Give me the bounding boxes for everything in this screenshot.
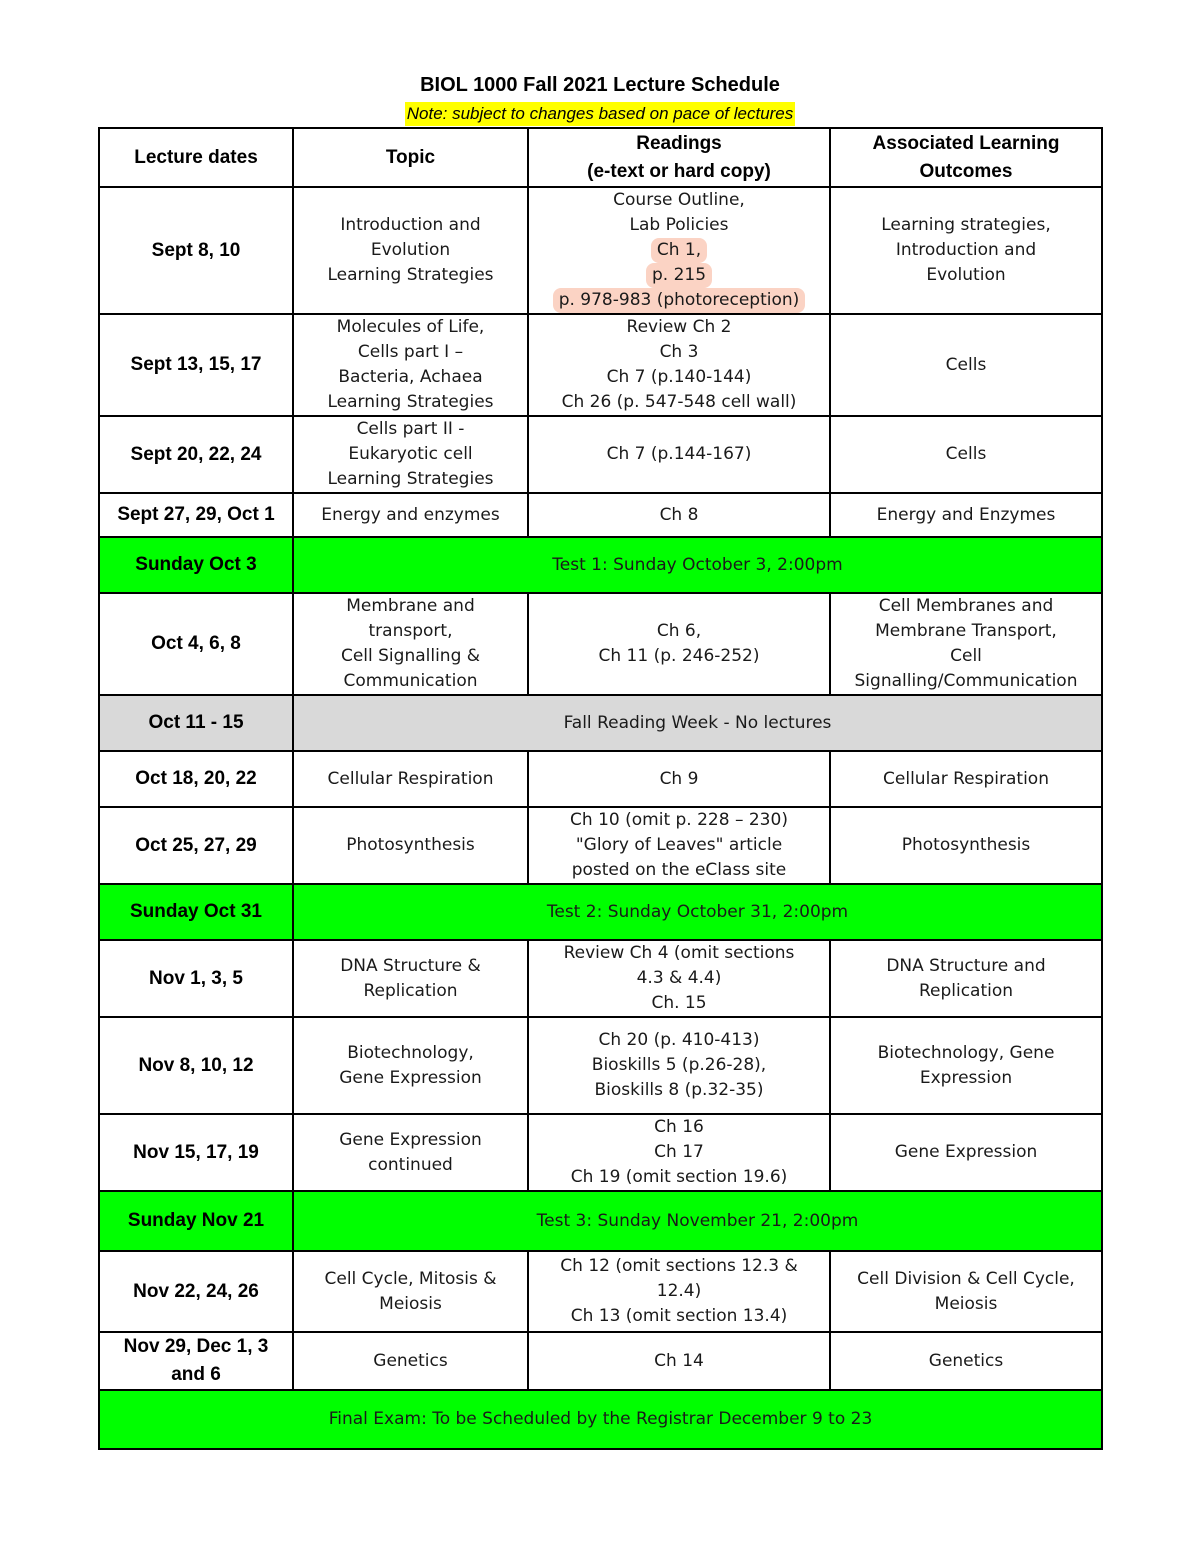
topic-cell-line: Communication <box>343 671 478 691</box>
readings-cell-line: Ch 20 (p. 410-413) <box>598 1030 760 1050</box>
header-outcomes-line: Outcomes <box>919 160 1013 182</box>
readings-cell-line: Ch. 15 <box>651 993 707 1013</box>
topic-cell-line: Photosynthesis <box>346 835 475 855</box>
schedule-row <box>99 751 1102 807</box>
header-topic: Topic <box>293 128 528 187</box>
topic-cell-line: Cell Cycle, Mitosis & <box>324 1268 497 1289</box>
lecture-dates-cell <box>99 1114 293 1191</box>
lecture-dates-cell-line: Sunday Oct 31 <box>130 901 262 922</box>
readings-cell-line <box>533 238 825 263</box>
topic-cell-line: Learning Strategies <box>327 392 494 412</box>
outcomes-cell <box>830 751 1102 807</box>
schedule-row <box>99 1114 1102 1191</box>
outcomes-cell-line: Cells <box>945 444 987 464</box>
outcomes-cell-line: Cellular Respiration <box>883 768 1049 789</box>
lecture-dates-cell <box>99 416 293 493</box>
outcomes-cell-line: Cells <box>945 354 987 375</box>
outcomes-cell-line: Cell Division & Cell Cycle, <box>857 1268 1075 1289</box>
schedule-table <box>98 127 1103 1450</box>
schedule-note: Note: subject to changes based on pace of lectures <box>405 102 796 126</box>
outcomes-cell-line: Replication <box>918 980 1014 1001</box>
topic-cell-line: Cells part I – <box>357 342 464 362</box>
topic-cell-line: Molecules of Life, <box>336 317 485 337</box>
readings-cell <box>528 1332 830 1390</box>
readings-cell-line: Ch 7 (p.144-167) <box>606 444 752 464</box>
lecture-dates-cell-line: Nov 29, Dec 1, 3 <box>123 1336 269 1357</box>
topic-cell-line: Introduction and <box>340 215 481 235</box>
lecture-dates-cell-line: Oct 25, 27, 29 <box>135 834 257 856</box>
topic-cell <box>293 314 528 416</box>
readings-cell <box>528 314 830 416</box>
readings-cell-line: Ch 14 <box>654 1350 704 1371</box>
topic-cell <box>293 1017 528 1114</box>
topic-cell-line: Learning Strategies <box>327 469 494 489</box>
topic-cell-line: Gene Expression <box>339 1067 482 1088</box>
readings-cell-line: "Glory of Leaves" article <box>575 835 783 855</box>
readings-cell <box>528 1114 830 1191</box>
readings-cell-line: Review Ch 4 (omit sections <box>563 943 795 963</box>
readings-cell-line: Ch 11 (p. 246-252) <box>598 646 760 666</box>
topic-cell <box>293 593 528 695</box>
lecture-dates-cell <box>99 751 293 807</box>
lecture-dates-cell-line: Nov 1, 3, 5 <box>149 967 243 989</box>
outcomes-cell-line: DNA Structure and <box>886 955 1046 976</box>
readings-cell-line: Ch 6, <box>656 621 702 641</box>
lecture-dates-cell <box>99 884 293 940</box>
readings-cell-line: Ch 10 (omit p. 228 – 230) <box>570 810 788 830</box>
schedule-row <box>99 416 1102 493</box>
outcomes-cell <box>830 1332 1102 1390</box>
schedule-row <box>99 593 1102 695</box>
schedule-row <box>99 807 1102 884</box>
readings-cell <box>528 751 830 807</box>
readings-cell-line: Ch 8 <box>659 504 699 525</box>
readings-cell <box>528 940 830 1017</box>
readings-cell-line: Ch 12 (omit sections 12.3 & <box>560 1256 798 1276</box>
outcomes-cell <box>830 1251 1102 1332</box>
lecture-dates-cell <box>99 537 293 593</box>
lecture-dates-cell <box>99 593 293 695</box>
lecture-dates-cell-line: Sunday Oct 3 <box>135 554 257 575</box>
highlighted-reading: p. 215 <box>646 263 712 288</box>
readings-cell-line: Lab Policies <box>629 215 729 235</box>
topic-cell <box>293 940 528 1017</box>
readings-cell-line: Ch 17 <box>654 1142 704 1162</box>
readings-cell-line: Ch 3 <box>659 342 699 362</box>
topic-cell-line: Gene Expression <box>339 1129 482 1150</box>
readings-cell-line: Bioskills 5 (p.26-28), <box>591 1055 767 1075</box>
event-cell: Test 3: Sunday November 21, 2:00pm <box>293 1191 1102 1251</box>
lecture-dates-cell <box>99 695 293 751</box>
topic-cell-line: continued <box>368 1154 453 1175</box>
outcomes-cell <box>830 940 1102 1017</box>
schedule-row <box>99 884 1102 940</box>
event-cell: Test 1: Sunday October 3, 2:00pm <box>293 537 1102 593</box>
lecture-dates-cell-line: and 6 <box>171 1364 221 1385</box>
topic-cell <box>293 1332 528 1390</box>
outcomes-cell <box>830 493 1102 537</box>
lecture-dates-cell <box>99 1017 293 1114</box>
header-row <box>99 128 1102 187</box>
topic-cell-line: Membrane and <box>346 596 475 616</box>
lecture-dates-cell <box>99 1191 293 1251</box>
readings-cell <box>528 416 830 493</box>
readings-cell-line: Review Ch 2 <box>626 317 732 337</box>
outcomes-cell-line: Cell Membranes and <box>878 596 1054 616</box>
lecture-dates-cell-line: Sept 20, 22, 24 <box>130 443 262 465</box>
readings-cell <box>528 187 830 314</box>
outcomes-cell-line: Expression <box>919 1067 1013 1088</box>
lecture-dates-cell-line: Sept 27, 29, Oct 1 <box>117 504 275 525</box>
topic-cell <box>293 807 528 884</box>
topic-cell-line: Eukaryotic cell <box>348 444 473 464</box>
schedule-row <box>99 493 1102 537</box>
outcomes-cell-line: Genetics <box>928 1350 1004 1371</box>
lecture-dates-cell-line: Sept 13, 15, 17 <box>130 354 262 375</box>
schedule-row <box>99 314 1102 416</box>
topic-cell-line: Cell Signalling & <box>340 646 481 666</box>
outcomes-cell <box>830 187 1102 314</box>
readings-cell-line: Course Outline, <box>613 190 745 210</box>
schedule-row <box>99 695 1102 751</box>
lecture-dates-cell-line: Oct 11 - 15 <box>148 712 244 733</box>
lecture-dates-cell-line: Sept 8, 10 <box>151 239 241 261</box>
readings-cell-line: 4.3 & 4.4) <box>636 968 722 988</box>
readings-cell-line: Ch 9 <box>659 768 699 789</box>
topic-cell-line: Replication <box>363 980 458 1001</box>
readings-cell <box>528 1251 830 1332</box>
readings-cell-line: Ch 19 (omit section 19.6) <box>570 1167 788 1187</box>
header-outcomes-line: Associated Learning <box>872 132 1060 154</box>
schedule-row <box>99 187 1102 314</box>
topic-cell-line: Cellular Respiration <box>327 768 494 789</box>
outcomes-cell <box>830 593 1102 695</box>
topic-cell <box>293 1114 528 1191</box>
outcomes-cell-line: Cell <box>950 646 982 666</box>
outcomes-cell <box>830 416 1102 493</box>
outcomes-cell <box>830 1114 1102 1191</box>
lecture-dates-cell <box>99 187 293 314</box>
readings-cell-line <box>533 288 825 313</box>
schedule-row <box>99 1251 1102 1332</box>
highlighted-reading: p. 978-983 (photoreception) <box>553 288 806 313</box>
outcomes-cell <box>830 314 1102 416</box>
readings-cell-line: Bioskills 8 (p.32-35) <box>594 1080 764 1100</box>
outcomes-cell-line: Meiosis <box>934 1293 998 1314</box>
outcomes-cell <box>830 807 1102 884</box>
topic-cell <box>293 751 528 807</box>
lecture-dates-cell <box>99 1332 293 1390</box>
readings-cell-line: Ch 16 <box>654 1117 704 1137</box>
schedule-row <box>99 1332 1102 1390</box>
outcomes-cell-line: Signalling/Communication <box>854 671 1078 691</box>
event-cell: Test 2: Sunday October 31, 2:00pm <box>293 884 1102 940</box>
lecture-dates-cell <box>99 940 293 1017</box>
readings-cell-line: Ch 26 (p. 547-548 cell wall) <box>561 392 797 412</box>
readings-cell <box>528 493 830 537</box>
outcomes-cell-line: Introduction and <box>895 240 1037 260</box>
document-title: BIOL 1000 Fall 2021 Lecture Schedule <box>420 74 780 96</box>
topic-cell-line: Evolution <box>370 240 451 260</box>
final-exam-row <box>99 1390 1102 1449</box>
outcomes-cell-line: Energy and Enzymes <box>876 504 1056 525</box>
lecture-dates-cell <box>99 314 293 416</box>
readings-cell <box>528 807 830 884</box>
lecture-dates-cell <box>99 493 293 537</box>
topic-cell-line: Energy and enzymes <box>321 504 500 525</box>
schedule-row <box>99 1017 1102 1114</box>
highlighted-reading: Ch 1, <box>651 238 707 263</box>
outcomes-cell <box>830 1017 1102 1114</box>
topic-cell-line: transport, <box>368 621 453 641</box>
topic-cell-line: Bacteria, Achaea <box>338 367 483 387</box>
outcomes-cell-line: Photosynthesis <box>901 835 1031 855</box>
lecture-dates-cell-line: Nov 8, 10, 12 <box>138 1054 254 1076</box>
outcomes-cell-line: Gene Expression <box>894 1142 1038 1162</box>
readings-cell-line: 12.4) <box>656 1281 702 1301</box>
topic-cell <box>293 416 528 493</box>
readings-cell <box>528 593 830 695</box>
lecture-dates-cell-line: Oct 18, 20, 22 <box>135 768 257 789</box>
header-outcomes <box>830 128 1102 187</box>
header-readings-line: (e-text or hard copy) <box>587 160 771 182</box>
lecture-dates-cell-line: Nov 22, 24, 26 <box>133 1280 259 1302</box>
outcomes-cell-line: Biotechnology, Gene <box>877 1042 1055 1063</box>
readings-cell <box>528 1017 830 1114</box>
topic-cell-line: Meiosis <box>379 1293 442 1314</box>
schedule-row <box>99 940 1102 1017</box>
header-readings-line: Readings <box>636 132 722 154</box>
topic-cell-line: DNA Structure & <box>340 955 481 976</box>
lecture-dates-cell-line: Oct 4, 6, 8 <box>151 633 241 654</box>
outcomes-cell-line: Learning strategies, <box>881 215 1051 235</box>
topic-cell-line: Biotechnology, <box>347 1042 474 1063</box>
event-cell: Fall Reading Week - No lectures <box>293 695 1102 751</box>
lecture-dates-cell-line: Sunday Nov 21 <box>127 1210 265 1231</box>
lecture-dates-cell <box>99 807 293 884</box>
schedule-row <box>99 1191 1102 1251</box>
header-lecture-dates: Lecture dates <box>99 128 293 187</box>
topic-cell-line: Cells part II - <box>356 419 465 439</box>
readings-cell-line: Ch 7 (p.140-144) <box>606 367 752 387</box>
topic-cell-line: Genetics <box>373 1350 448 1371</box>
readings-cell-line: posted on the eClass site <box>571 860 787 880</box>
final-exam-cell: Final Exam: To be Scheduled by the Registrar December 9 to 23 <box>99 1390 1102 1449</box>
topic-cell <box>293 493 528 537</box>
topic-cell <box>293 1251 528 1332</box>
topic-cell-line: Learning Strategies <box>327 265 494 285</box>
outcomes-cell-line: Evolution <box>926 265 1006 285</box>
readings-cell-line: Ch 13 (omit section 13.4) <box>570 1306 788 1326</box>
header-readings <box>528 128 830 187</box>
schedule-row <box>99 537 1102 593</box>
readings-cell-line <box>533 263 825 288</box>
lecture-dates-cell <box>99 1251 293 1332</box>
lecture-dates-cell-line: Nov 15, 17, 19 <box>133 1141 259 1163</box>
topic-cell <box>293 187 528 314</box>
outcomes-cell-line: Membrane Transport, <box>875 621 1057 641</box>
